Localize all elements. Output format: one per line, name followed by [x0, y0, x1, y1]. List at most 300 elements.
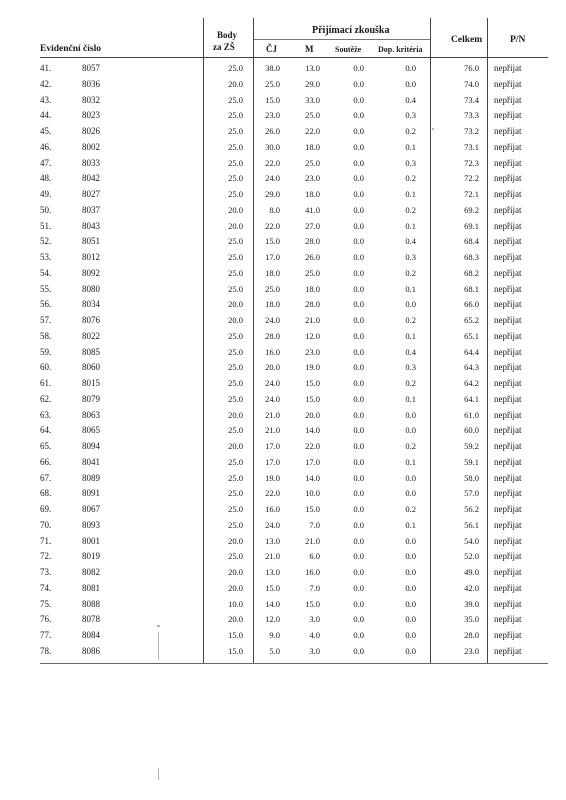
cell-body: 25.0 [228, 236, 243, 247]
cell-cj: 38.0 [265, 63, 280, 73]
cell-dop: 0.2 [405, 441, 416, 451]
cell-body: 25.0 [228, 551, 243, 562]
cell-rank: 60. [40, 362, 52, 373]
cell-rank: 74. [40, 582, 52, 593]
table-row [0, 565, 566, 581]
cell-m: 3.0 [309, 645, 320, 656]
cell-pn: nepřijat [494, 252, 522, 262]
table-row [0, 408, 566, 424]
cell-pn: nepřijat [494, 126, 522, 136]
cell-cj: 15.0 [265, 582, 280, 593]
cell-celkem: 61.0 [464, 409, 479, 420]
cell-rank: 77. [40, 630, 52, 640]
cell-dop: 0.0 [405, 551, 416, 562]
cell-soutezce: 0.0 [353, 567, 364, 577]
cell-dop: 0.1 [405, 189, 416, 199]
cell-pn: nepřijat [494, 535, 522, 546]
cell-body: 15.0 [228, 645, 243, 656]
cell-soutezce: 0.0 [353, 409, 364, 420]
cell-id: 8081 [82, 582, 100, 593]
cell-celkem: 28.0 [464, 630, 479, 640]
cell-rank: 58. [40, 330, 52, 341]
cell-soutezce: 0.0 [353, 252, 364, 262]
cell-celkem: 73.1 [464, 141, 479, 152]
cell-pn: nepřijat [494, 267, 522, 278]
cell-body: 15.0 [228, 630, 243, 640]
cell-soutezce: 0.0 [353, 204, 364, 215]
cell-m: 13.0 [305, 63, 320, 73]
table-row [0, 187, 566, 203]
cell-rank: 42. [40, 78, 52, 89]
cell-rank: 73. [40, 567, 52, 577]
cell-rank: 49. [40, 189, 52, 199]
cell-id: 8085 [82, 346, 100, 357]
cell-pn: nepřijat [494, 645, 522, 656]
cell-m: 6.0 [309, 551, 320, 562]
table-row [0, 219, 566, 235]
cell-body: 25.0 [228, 189, 243, 199]
cell-pn: nepřijat [494, 567, 522, 577]
cell-m: 17.0 [305, 456, 320, 467]
cell-id: 8051 [82, 236, 100, 247]
table-row [0, 360, 566, 376]
cell-body: 20.0 [228, 409, 243, 420]
cell-body: 25.0 [228, 362, 243, 373]
scan-artifact [157, 625, 160, 627]
cell-cj: 30.0 [265, 141, 280, 152]
cell-body: 25.0 [228, 378, 243, 388]
cell-dop: 0.2 [405, 315, 416, 325]
cell-m: 28.0 [305, 299, 320, 310]
cell-pn: nepřijat [494, 157, 522, 168]
cell-celkem: 59.1 [464, 456, 479, 467]
cell-body: 20.0 [228, 299, 243, 310]
cell-soutezce: 0.0 [353, 315, 364, 325]
cell-rank: 61. [40, 378, 52, 388]
table-row [0, 581, 566, 597]
cell-id: 8026 [82, 126, 100, 136]
table-row [0, 282, 566, 298]
header-soutezce: Soutěže [335, 45, 362, 54]
table-row [0, 108, 566, 124]
cell-pn: nepřijat [494, 582, 522, 593]
cell-rank: 50. [40, 204, 52, 215]
cell-body: 20.0 [228, 614, 243, 625]
cell-body: 25.0 [228, 110, 243, 121]
cell-dop: 0.1 [405, 220, 416, 231]
cell-celkem: 57.0 [464, 488, 479, 499]
cell-celkem: 65.1 [464, 330, 479, 341]
cell-rank: 43. [40, 94, 52, 105]
cell-pn: nepřijat [494, 315, 522, 325]
cell-id: 8080 [82, 283, 100, 294]
cell-rank: 70. [40, 519, 52, 530]
cell-celkem: 73.3 [464, 110, 479, 121]
cell-celkem: 54.0 [464, 535, 479, 546]
table-row [0, 628, 566, 644]
table-row [0, 61, 566, 77]
cell-dop: 0.0 [405, 409, 416, 420]
cell-cj: 21.0 [265, 409, 280, 420]
table-row [0, 471, 566, 487]
cell-dop: 0.4 [405, 94, 416, 105]
cell-rank: 62. [40, 393, 52, 404]
cell-m: 14.0 [305, 472, 320, 483]
cell-dop: 0.0 [405, 535, 416, 546]
header-body-line1: Body [217, 30, 238, 40]
cell-pn: nepřijat [494, 378, 522, 388]
cell-body: 25.0 [228, 504, 243, 514]
cell-rank: 47. [40, 157, 52, 168]
header-celkem: Celkem [451, 35, 483, 45]
cell-m: 14.0 [305, 425, 320, 436]
cell-m: 12.0 [305, 330, 320, 341]
cell-id: 8092 [82, 267, 100, 278]
cell-m: 18.0 [305, 283, 320, 294]
cell-id: 8057 [82, 63, 100, 73]
cell-dop: 0.0 [405, 614, 416, 625]
cell-m: 15.0 [305, 598, 320, 609]
cell-m: 3.0 [309, 614, 320, 625]
cell-cj: 22.0 [265, 488, 280, 499]
cell-rank: 72. [40, 551, 52, 562]
cell-m: 27.0 [305, 220, 320, 231]
cell-celkem: 56.1 [464, 519, 479, 530]
cell-cj: 22.0 [265, 157, 280, 168]
cell-body: 25.0 [228, 157, 243, 168]
cell-body: 25.0 [228, 472, 243, 483]
cell-id: 8043 [82, 220, 100, 231]
cell-cj: 28.0 [265, 330, 280, 341]
cell-soutezce: 0.0 [353, 63, 364, 73]
cell-rank: 51. [40, 220, 52, 231]
table-row [0, 502, 566, 518]
cell-soutezce: 0.0 [353, 614, 364, 625]
cell-soutezce: 0.0 [353, 220, 364, 231]
cell-soutezce: 0.0 [353, 189, 364, 199]
cell-body: 25.0 [228, 141, 243, 152]
table-row [0, 77, 566, 93]
cell-celkem: 42.0 [464, 582, 479, 593]
cell-cj: 24.0 [265, 393, 280, 404]
cell-soutezce: 0.0 [353, 126, 364, 136]
cell-cj: 15.0 [265, 236, 280, 247]
cell-dop: 0.4 [405, 236, 416, 247]
cell-dop: 0.3 [405, 252, 416, 262]
cell-pn: nepřijat [494, 425, 522, 436]
cell-m: 21.0 [305, 535, 320, 546]
cell-dop: 0.3 [405, 362, 416, 373]
cell-body: 10.0 [228, 598, 243, 609]
cell-m: 15.0 [305, 504, 320, 514]
cell-cj: 9.0 [269, 630, 280, 640]
cell-pn: nepřijat [494, 488, 522, 499]
cell-cj: 17.0 [265, 456, 280, 467]
cell-m: 29.0 [305, 78, 320, 89]
cell-pn: nepřijat [494, 504, 522, 514]
cell-dop: 0.0 [405, 63, 416, 73]
cell-id: 8067 [82, 504, 100, 514]
cell-dop: 0.0 [405, 582, 416, 593]
cell-m: 25.0 [305, 157, 320, 168]
cell-dop: 0.1 [405, 393, 416, 404]
cell-id: 8088 [82, 598, 100, 609]
cell-celkem: 39.0 [464, 598, 479, 609]
cell-body: 25.0 [228, 425, 243, 436]
cell-rank: 56. [40, 299, 52, 310]
cell-m: 18.0 [305, 141, 320, 152]
cell-id: 8094 [82, 441, 100, 451]
cell-rank: 41. [40, 63, 52, 73]
cell-soutezce: 0.0 [353, 456, 364, 467]
cell-soutezce: 0.0 [353, 582, 364, 593]
cell-soutezce: 0.0 [353, 78, 364, 89]
cell-m: 15.0 [305, 378, 320, 388]
cell-soutezce: 0.0 [353, 378, 364, 388]
cell-rank: 64. [40, 425, 52, 436]
cell-cj: 16.0 [265, 504, 280, 514]
cell-rank: 67. [40, 472, 52, 483]
cell-soutezce: 0.0 [353, 236, 364, 247]
cell-soutezce: 0.0 [353, 551, 364, 562]
cell-body: 25.0 [228, 519, 243, 530]
cell-soutezce: 0.0 [353, 299, 364, 310]
cell-celkem: 74.0 [464, 78, 479, 89]
header-pn: P/N [510, 35, 526, 45]
cell-m: 7.0 [309, 582, 320, 593]
cell-celkem: 64.3 [464, 362, 479, 373]
cell-m: 22.0 [305, 441, 320, 451]
cell-soutezce: 0.0 [353, 267, 364, 278]
cell-dop: 0.0 [405, 630, 416, 640]
cell-dop: 0.1 [405, 456, 416, 467]
cell-celkem: 60.0 [464, 425, 479, 436]
cell-dop: 0.0 [405, 425, 416, 436]
cell-id: 8015 [82, 378, 100, 388]
table-row [0, 345, 566, 361]
table-row [0, 234, 566, 250]
cell-celkem: 69.2 [464, 204, 479, 215]
cell-cj: 17.0 [265, 252, 280, 262]
table-row [0, 549, 566, 565]
cell-pn: nepřijat [494, 220, 522, 231]
cell-dop: 0.3 [405, 157, 416, 168]
cell-body: 20.0 [228, 441, 243, 451]
cell-id: 8060 [82, 362, 100, 373]
cell-rank: 75. [40, 598, 52, 609]
cell-rank: 45. [40, 126, 52, 136]
header-body-line2: za ZŠ [213, 42, 235, 52]
cell-cj: 29.0 [265, 189, 280, 199]
cell-pn: nepřijat [494, 614, 522, 625]
cell-soutezce: 0.0 [353, 519, 364, 530]
table-row [0, 439, 566, 455]
table-row [0, 297, 566, 313]
cell-celkem: 68.4 [464, 236, 479, 247]
cell-pn: nepřijat [494, 519, 522, 530]
cell-rank: 65. [40, 441, 52, 451]
cell-body: 25.0 [228, 267, 243, 278]
cell-celkem: 73.2 [464, 126, 479, 136]
cell-soutezce: 0.0 [353, 173, 364, 184]
cell-m: 10.0 [305, 488, 320, 499]
cell-id: 8041 [82, 456, 100, 467]
table-row [0, 266, 566, 282]
header-subgroup-rule [254, 39, 430, 40]
cell-rank: 57. [40, 315, 52, 325]
cell-id: 8093 [82, 519, 100, 530]
cell-rank: 55. [40, 283, 52, 294]
cell-m: 41.0 [305, 204, 320, 215]
table-row [0, 171, 566, 187]
cell-rank: 48. [40, 173, 52, 184]
cell-cj: 17.0 [265, 441, 280, 451]
cell-dop: 0.1 [405, 283, 416, 294]
cell-celkem: 68.1 [464, 283, 479, 294]
table-row [0, 156, 566, 172]
cell-id: 8037 [82, 204, 100, 215]
cell-cj: 25.0 [265, 283, 280, 294]
header-prijimaci-zkouska: Přijímací zkouška [312, 25, 390, 36]
cell-body: 25.0 [228, 456, 243, 467]
cell-id: 8027 [82, 189, 100, 199]
cell-dop: 0.0 [405, 598, 416, 609]
table-row [0, 518, 566, 534]
cell-body: 25.0 [228, 346, 243, 357]
cell-pn: nepřijat [494, 472, 522, 483]
cell-id: 8042 [82, 173, 100, 184]
cell-pn: nepřijat [494, 189, 522, 199]
cell-id: 8078 [82, 614, 100, 625]
cell-body: 25.0 [228, 330, 243, 341]
cell-cj: 21.0 [265, 425, 280, 436]
cell-cj: 18.0 [265, 267, 280, 278]
cell-pn: nepřijat [494, 299, 522, 310]
cell-pn: nepřijat [494, 346, 522, 357]
cell-dop: 0.0 [405, 78, 416, 89]
cell-soutezce: 0.0 [353, 598, 364, 609]
header-evidencni-cislo: Evidenční číslo [40, 44, 101, 54]
cell-m: 25.0 [305, 110, 320, 121]
cell-celkem: 35.0 [464, 614, 479, 625]
header-bottom-rule [40, 57, 548, 58]
cell-soutezce: 0.0 [353, 425, 364, 436]
cell-id: 8022 [82, 330, 100, 341]
cell-cj: 18.0 [265, 299, 280, 310]
cell-body: 25.0 [228, 393, 243, 404]
cell-soutezce: 0.0 [353, 630, 364, 640]
cell-celkem: 23.0 [464, 645, 479, 656]
cell-m: 4.0 [309, 630, 320, 640]
header-cj: ČJ [266, 44, 277, 54]
cell-dop: 0.2 [405, 504, 416, 514]
table-row [0, 612, 566, 628]
cell-id: 8002 [82, 141, 100, 152]
cell-cj: 12.0 [265, 614, 280, 625]
cell-cj: 24.0 [265, 519, 280, 530]
cell-id: 8001 [82, 535, 100, 546]
cell-rank: 54. [40, 267, 52, 278]
cell-celkem: 72.2 [464, 173, 479, 184]
cell-body: 25.0 [228, 94, 243, 105]
cell-m: 33.0 [305, 94, 320, 105]
cell-soutezce: 0.0 [353, 504, 364, 514]
cell-celkem: 52.0 [464, 551, 479, 562]
cell-soutezce: 0.0 [353, 141, 364, 152]
cell-m: 23.0 [305, 346, 320, 357]
cell-pn: nepřijat [494, 330, 522, 341]
cell-id: 8023 [82, 110, 100, 121]
cell-soutezce: 0.0 [353, 488, 364, 499]
cell-celkem: 56.2 [464, 504, 479, 514]
cell-pn: nepřijat [494, 94, 522, 105]
cell-id: 8082 [82, 567, 100, 577]
cell-cj: 24.0 [265, 173, 280, 184]
table-row [0, 376, 566, 392]
cell-m: 7.0 [309, 519, 320, 530]
cell-m: 18.0 [305, 189, 320, 199]
cell-pn: nepřijat [494, 141, 522, 152]
cell-pn: nepřijat [494, 441, 522, 451]
cell-celkem: 73.4 [464, 94, 479, 105]
cell-dop: 0.3 [405, 110, 416, 121]
cell-pn: nepřijat [494, 598, 522, 609]
cell-cj: 13.0 [265, 567, 280, 577]
cell-dop: 0.1 [405, 519, 416, 530]
cell-id: 8033 [82, 157, 100, 168]
cell-soutezce: 0.0 [353, 645, 364, 656]
cell-rank: 71. [40, 535, 52, 546]
header-m: M [305, 44, 314, 54]
cell-id: 8086 [82, 645, 100, 656]
cell-m: 22.0 [305, 126, 320, 136]
cell-cj: 16.0 [265, 346, 280, 357]
cell-id: 8063 [82, 409, 100, 420]
cell-soutezce: 0.0 [353, 330, 364, 341]
cell-m: 16.0 [305, 567, 320, 577]
cell-dop: 0.0 [405, 488, 416, 499]
cell-id: 8091 [82, 488, 100, 499]
cell-rank: 69. [40, 504, 52, 514]
cell-rank: 63. [40, 409, 52, 420]
cell-id: 8065 [82, 425, 100, 436]
cell-id: 8034 [82, 299, 100, 310]
cell-dop: 0.1 [405, 330, 416, 341]
cell-cj: 25.0 [265, 78, 280, 89]
cell-pn: nepřijat [494, 630, 522, 640]
cell-pn: nepřijat [494, 204, 522, 215]
cell-rank: 59. [40, 346, 52, 357]
table-row [0, 455, 566, 471]
cell-cj: 14.0 [265, 598, 280, 609]
cell-pn: nepřijat [494, 409, 522, 420]
cell-soutezce: 0.0 [353, 110, 364, 121]
cell-soutezce: 0.0 [353, 283, 364, 294]
cell-rank: 76. [40, 614, 52, 625]
cell-dop: 0.4 [405, 346, 416, 357]
header-dop-kriteria: Dop. kritéria [378, 45, 423, 54]
table-bottom-rule [40, 663, 548, 664]
cell-cj: 19.0 [265, 472, 280, 483]
cell-m: 23.0 [305, 173, 320, 184]
cell-celkem: 72.3 [464, 157, 479, 168]
cell-id: 8084 [82, 630, 100, 640]
cell-id: 8036 [82, 78, 100, 89]
cell-cj: 24.0 [265, 378, 280, 388]
cell-dop: 0.2 [405, 378, 416, 388]
cell-id: 8019 [82, 551, 100, 562]
cell-cj: 22.0 [265, 220, 280, 231]
